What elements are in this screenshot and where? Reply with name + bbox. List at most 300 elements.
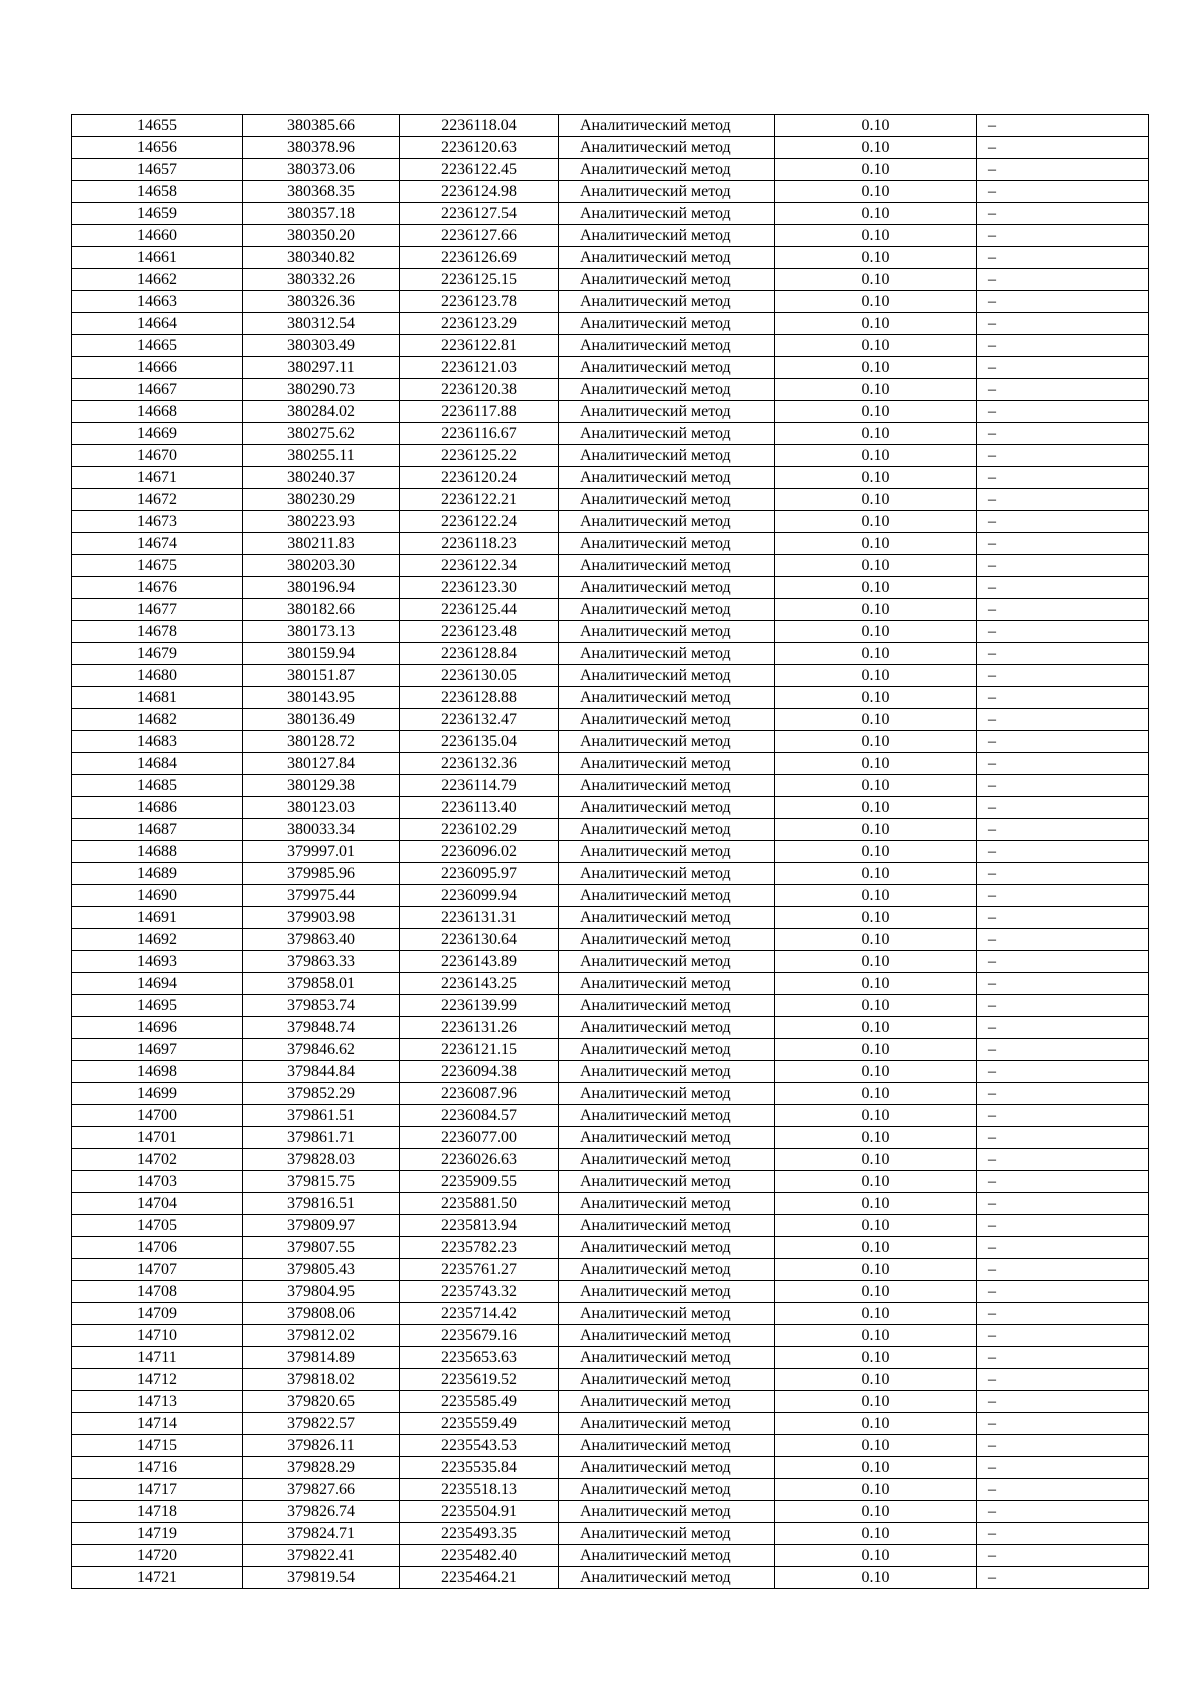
- cell-coordinate-y: 2236102.29: [400, 819, 559, 841]
- cell-coordinate-x: 380303.49: [243, 335, 400, 357]
- cell-point-number: 14695: [72, 995, 243, 1017]
- cell-note: –: [977, 1281, 1149, 1303]
- cell-point-number: 14676: [72, 577, 243, 599]
- document-page: [71, 114, 1148, 1589]
- table-row: [72, 1413, 1149, 1435]
- cell-coordinate-y: 2235504.91: [400, 1501, 559, 1523]
- cell-point-number: 14671: [72, 467, 243, 489]
- cell-point-number: 14720: [72, 1545, 243, 1567]
- cell-point-number: 14689: [72, 863, 243, 885]
- cell-point-number: 14664: [72, 313, 243, 335]
- cell-coordinate-y: 2236125.44: [400, 599, 559, 621]
- cell-accuracy: 0.10: [775, 753, 977, 775]
- cell-coordinate-y: 2236123.48: [400, 621, 559, 643]
- cell-note: –: [977, 401, 1149, 423]
- table-row: [72, 1303, 1149, 1325]
- cell-point-number: 14678: [72, 621, 243, 643]
- cell-accuracy: 0.10: [775, 401, 977, 423]
- cell-accuracy: 0.10: [775, 1501, 977, 1523]
- cell-coordinate-x: 380173.13: [243, 621, 400, 643]
- cell-accuracy: 0.10: [775, 291, 977, 313]
- cell-coordinate-x: 380136.49: [243, 709, 400, 731]
- cell-point-number: 14666: [72, 357, 243, 379]
- cell-coordinate-x: 379853.74: [243, 995, 400, 1017]
- cell-method: Аналитический метод: [559, 533, 775, 555]
- cell-note: –: [977, 533, 1149, 555]
- cell-point-number: 14692: [72, 929, 243, 951]
- table-row: [72, 1545, 1149, 1567]
- table-row: [72, 1325, 1149, 1347]
- table-row: [72, 973, 1149, 995]
- cell-point-number: 14675: [72, 555, 243, 577]
- cell-point-number: 14661: [72, 247, 243, 269]
- cell-method: Аналитический метод: [559, 555, 775, 577]
- cell-coordinate-x: 380123.03: [243, 797, 400, 819]
- cell-accuracy: 0.10: [775, 1413, 977, 1435]
- cell-method: Аналитический метод: [559, 995, 775, 1017]
- cell-coordinate-y: 2236143.89: [400, 951, 559, 973]
- cell-note: –: [977, 1237, 1149, 1259]
- cell-note: –: [977, 1127, 1149, 1149]
- cell-coordinate-y: 2235585.49: [400, 1391, 559, 1413]
- cell-coordinate-x: 379858.01: [243, 973, 400, 995]
- table-row: [72, 1105, 1149, 1127]
- cell-coordinate-x: 380312.54: [243, 313, 400, 335]
- cell-accuracy: 0.10: [775, 1391, 977, 1413]
- cell-note: –: [977, 511, 1149, 533]
- cell-point-number: 14702: [72, 1149, 243, 1171]
- cell-method: Аналитический метод: [559, 313, 775, 335]
- cell-method: Аналитический метод: [559, 797, 775, 819]
- cell-method: Аналитический метод: [559, 907, 775, 929]
- cell-point-number: 14655: [72, 115, 243, 137]
- table-row: [72, 577, 1149, 599]
- cell-coordinate-y: 2235813.94: [400, 1215, 559, 1237]
- cell-method: Аналитический метод: [559, 841, 775, 863]
- table-row: [72, 335, 1149, 357]
- cell-point-number: 14690: [72, 885, 243, 907]
- cell-accuracy: 0.10: [775, 115, 977, 137]
- cell-point-number: 14721: [72, 1567, 243, 1589]
- cell-note: –: [977, 1303, 1149, 1325]
- cell-coordinate-x: 380203.30: [243, 555, 400, 577]
- cell-coordinate-x: 379861.51: [243, 1105, 400, 1127]
- cell-point-number: 14677: [72, 599, 243, 621]
- cell-accuracy: 0.10: [775, 467, 977, 489]
- cell-method: Аналитический метод: [559, 643, 775, 665]
- cell-method: Аналитический метод: [559, 973, 775, 995]
- cell-method: Аналитический метод: [559, 621, 775, 643]
- cell-point-number: 14706: [72, 1237, 243, 1259]
- cell-method: Аналитический метод: [559, 687, 775, 709]
- cell-method: Аналитический метод: [559, 335, 775, 357]
- cell-accuracy: 0.10: [775, 203, 977, 225]
- cell-coordinate-y: 2235493.35: [400, 1523, 559, 1545]
- cell-coordinate-y: 2235559.49: [400, 1413, 559, 1435]
- cell-note: –: [977, 621, 1149, 643]
- cell-note: –: [977, 995, 1149, 1017]
- cell-coordinate-y: 2235909.55: [400, 1171, 559, 1193]
- cell-accuracy: 0.10: [775, 841, 977, 863]
- table-row: [72, 357, 1149, 379]
- table-row: [72, 379, 1149, 401]
- cell-note: –: [977, 467, 1149, 489]
- cell-accuracy: 0.10: [775, 973, 977, 995]
- cell-coordinate-y: 2236127.66: [400, 225, 559, 247]
- cell-note: –: [977, 313, 1149, 335]
- cell-method: Аналитический метод: [559, 1545, 775, 1567]
- cell-accuracy: 0.10: [775, 819, 977, 841]
- cell-accuracy: 0.10: [775, 863, 977, 885]
- cell-method: Аналитический метод: [559, 379, 775, 401]
- cell-point-number: 14674: [72, 533, 243, 555]
- cell-coordinate-y: 2236087.96: [400, 1083, 559, 1105]
- table-row: [72, 423, 1149, 445]
- cell-accuracy: 0.10: [775, 599, 977, 621]
- cell-point-number: 14699: [72, 1083, 243, 1105]
- cell-note: –: [977, 951, 1149, 973]
- cell-coordinate-y: 2236126.69: [400, 247, 559, 269]
- cell-method: Аналитический метод: [559, 489, 775, 511]
- cell-coordinate-x: 380297.11: [243, 357, 400, 379]
- cell-coordinate-y: 2236131.31: [400, 907, 559, 929]
- cell-coordinate-x: 379852.29: [243, 1083, 400, 1105]
- cell-note: –: [977, 907, 1149, 929]
- cell-coordinate-y: 2236084.57: [400, 1105, 559, 1127]
- cell-coordinate-x: 379846.62: [243, 1039, 400, 1061]
- cell-note: –: [977, 489, 1149, 511]
- cell-coordinate-x: 380385.66: [243, 115, 400, 137]
- cell-method: Аналитический метод: [559, 1501, 775, 1523]
- table-row: [72, 445, 1149, 467]
- cell-coordinate-y: 2236122.81: [400, 335, 559, 357]
- cell-coordinate-x: 379863.33: [243, 951, 400, 973]
- cell-coordinate-y: 2236135.04: [400, 731, 559, 753]
- cell-method: Аналитический метод: [559, 1259, 775, 1281]
- cell-note: –: [977, 643, 1149, 665]
- cell-note: –: [977, 885, 1149, 907]
- cell-coordinate-y: 2236128.84: [400, 643, 559, 665]
- cell-accuracy: 0.10: [775, 885, 977, 907]
- cell-coordinate-x: 379822.57: [243, 1413, 400, 1435]
- cell-accuracy: 0.10: [775, 731, 977, 753]
- cell-coordinate-x: 379812.02: [243, 1325, 400, 1347]
- cell-accuracy: 0.10: [775, 1017, 977, 1039]
- cell-method: Аналитический метод: [559, 1281, 775, 1303]
- cell-accuracy: 0.10: [775, 1039, 977, 1061]
- cell-point-number: 14665: [72, 335, 243, 357]
- cell-coordinate-y: 2236125.15: [400, 269, 559, 291]
- cell-coordinate-y: 2236139.99: [400, 995, 559, 1017]
- cell-point-number: 14683: [72, 731, 243, 753]
- cell-coordinate-y: 2235743.32: [400, 1281, 559, 1303]
- cell-coordinate-x: 379816.51: [243, 1193, 400, 1215]
- table-row: [72, 1567, 1149, 1589]
- table-row: [72, 819, 1149, 841]
- cell-note: –: [977, 1171, 1149, 1193]
- table-row: [72, 951, 1149, 973]
- cell-method: Аналитический метод: [559, 1479, 775, 1501]
- cell-method: Аналитический метод: [559, 1303, 775, 1325]
- cell-note: –: [977, 687, 1149, 709]
- cell-coordinate-x: 380129.38: [243, 775, 400, 797]
- cell-coordinate-y: 2235761.27: [400, 1259, 559, 1281]
- cell-point-number: 14701: [72, 1127, 243, 1149]
- cell-coordinate-y: 2236122.34: [400, 555, 559, 577]
- cell-point-number: 14679: [72, 643, 243, 665]
- table-row: [72, 731, 1149, 753]
- cell-accuracy: 0.10: [775, 1259, 977, 1281]
- cell-method: Аналитический метод: [559, 1039, 775, 1061]
- cell-point-number: 14686: [72, 797, 243, 819]
- cell-accuracy: 0.10: [775, 797, 977, 819]
- cell-coordinate-x: 379807.55: [243, 1237, 400, 1259]
- cell-accuracy: 0.10: [775, 225, 977, 247]
- cell-method: Аналитический метод: [559, 1391, 775, 1413]
- cell-method: Аналитический метод: [559, 665, 775, 687]
- cell-point-number: 14685: [72, 775, 243, 797]
- cell-accuracy: 0.10: [775, 643, 977, 665]
- cell-accuracy: 0.10: [775, 489, 977, 511]
- cell-accuracy: 0.10: [775, 357, 977, 379]
- cell-coordinate-y: 2235464.21: [400, 1567, 559, 1589]
- cell-coordinate-x: 379997.01: [243, 841, 400, 863]
- cell-coordinate-x: 379863.40: [243, 929, 400, 951]
- cell-accuracy: 0.10: [775, 951, 977, 973]
- cell-coordinate-y: 2236026.63: [400, 1149, 559, 1171]
- cell-point-number: 14710: [72, 1325, 243, 1347]
- cell-note: –: [977, 753, 1149, 775]
- table-row: [72, 511, 1149, 533]
- cell-point-number: 14703: [72, 1171, 243, 1193]
- cell-coordinate-x: 380182.66: [243, 599, 400, 621]
- cell-accuracy: 0.10: [775, 709, 977, 731]
- table-row: [72, 643, 1149, 665]
- cell-coordinate-x: 379827.66: [243, 1479, 400, 1501]
- cell-point-number: 14672: [72, 489, 243, 511]
- cell-accuracy: 0.10: [775, 181, 977, 203]
- cell-method: Аналитический метод: [559, 863, 775, 885]
- table-row: [72, 665, 1149, 687]
- cell-note: –: [977, 269, 1149, 291]
- cell-coordinate-y: 2235619.52: [400, 1369, 559, 1391]
- cell-point-number: 14709: [72, 1303, 243, 1325]
- cell-coordinate-y: 2235782.23: [400, 1237, 559, 1259]
- cell-coordinate-y: 2236117.88: [400, 401, 559, 423]
- cell-coordinate-x: 379826.11: [243, 1435, 400, 1457]
- cell-note: –: [977, 1061, 1149, 1083]
- table-row: [72, 1237, 1149, 1259]
- table-row: [72, 533, 1149, 555]
- cell-coordinate-x: 380340.82: [243, 247, 400, 269]
- cell-coordinate-y: 2235518.13: [400, 1479, 559, 1501]
- cell-accuracy: 0.10: [775, 577, 977, 599]
- cell-point-number: 14694: [72, 973, 243, 995]
- cell-coordinate-y: 2235881.50: [400, 1193, 559, 1215]
- cell-coordinate-x: 379814.89: [243, 1347, 400, 1369]
- cell-coordinate-x: 379820.65: [243, 1391, 400, 1413]
- cell-accuracy: 0.10: [775, 1457, 977, 1479]
- cell-method: Аналитический метод: [559, 1567, 775, 1589]
- cell-coordinate-y: 2236122.45: [400, 159, 559, 181]
- cell-method: Аналитический метод: [559, 819, 775, 841]
- cell-point-number: 14670: [72, 445, 243, 467]
- cell-point-number: 14712: [72, 1369, 243, 1391]
- cell-note: –: [977, 1501, 1149, 1523]
- cell-coordinate-y: 2236116.67: [400, 423, 559, 445]
- cell-point-number: 14659: [72, 203, 243, 225]
- cell-accuracy: 0.10: [775, 929, 977, 951]
- cell-coordinate-x: 380326.36: [243, 291, 400, 313]
- cell-point-number: 14708: [72, 1281, 243, 1303]
- table-row: [72, 775, 1149, 797]
- cell-coordinate-x: 380378.96: [243, 137, 400, 159]
- cell-point-number: 14691: [72, 907, 243, 929]
- cell-method: Аналитический метод: [559, 1061, 775, 1083]
- cell-point-number: 14682: [72, 709, 243, 731]
- cell-coordinate-x: 379861.71: [243, 1127, 400, 1149]
- cell-coordinate-y: 2236123.30: [400, 577, 559, 599]
- cell-note: –: [977, 863, 1149, 885]
- cell-accuracy: 0.10: [775, 995, 977, 1017]
- cell-coordinate-y: 2235482.40: [400, 1545, 559, 1567]
- cell-note: –: [977, 841, 1149, 863]
- cell-coordinate-y: 2236143.25: [400, 973, 559, 995]
- cell-point-number: 14656: [72, 137, 243, 159]
- cell-method: Аналитический метод: [559, 1105, 775, 1127]
- cell-accuracy: 0.10: [775, 1369, 977, 1391]
- cell-accuracy: 0.10: [775, 1303, 977, 1325]
- cell-coordinate-x: 379808.06: [243, 1303, 400, 1325]
- cell-coordinate-x: 379809.97: [243, 1215, 400, 1237]
- cell-note: –: [977, 225, 1149, 247]
- cell-coordinate-x: 379819.54: [243, 1567, 400, 1589]
- cell-accuracy: 0.10: [775, 665, 977, 687]
- cell-coordinate-y: 2235714.42: [400, 1303, 559, 1325]
- table-row: [72, 203, 1149, 225]
- table-row: [72, 599, 1149, 621]
- cell-method: Аналитический метод: [559, 357, 775, 379]
- cell-point-number: 14713: [72, 1391, 243, 1413]
- cell-method: Аналитический метод: [559, 885, 775, 907]
- cell-accuracy: 0.10: [775, 1479, 977, 1501]
- table-row: [72, 1501, 1149, 1523]
- table-row: [72, 247, 1149, 269]
- cell-coordinate-y: 2236120.63: [400, 137, 559, 159]
- cell-coordinate-y: 2236120.24: [400, 467, 559, 489]
- cell-coordinate-x: 380033.34: [243, 819, 400, 841]
- cell-point-number: 14715: [72, 1435, 243, 1457]
- table-row: [72, 687, 1149, 709]
- cell-point-number: 14667: [72, 379, 243, 401]
- cell-coordinate-y: 2236122.24: [400, 511, 559, 533]
- cell-note: –: [977, 577, 1149, 599]
- cell-point-number: 14717: [72, 1479, 243, 1501]
- cell-method: Аналитический метод: [559, 1237, 775, 1259]
- table-row: [72, 1149, 1149, 1171]
- cell-method: Аналитический метод: [559, 1413, 775, 1435]
- cell-coordinate-x: 379975.44: [243, 885, 400, 907]
- cell-coordinate-x: 380211.83: [243, 533, 400, 555]
- cell-point-number: 14668: [72, 401, 243, 423]
- table-row: [72, 137, 1149, 159]
- cell-coordinate-x: 380159.94: [243, 643, 400, 665]
- table-row: [72, 1435, 1149, 1457]
- cell-note: –: [977, 973, 1149, 995]
- cell-method: Аналитический метод: [559, 269, 775, 291]
- cell-coordinate-x: 379824.71: [243, 1523, 400, 1545]
- cell-coordinate-x: 380284.02: [243, 401, 400, 423]
- cell-coordinate-x: 379804.95: [243, 1281, 400, 1303]
- cell-coordinate-x: 379818.02: [243, 1369, 400, 1391]
- coordinates-table: [71, 114, 1149, 1589]
- table-row: [72, 841, 1149, 863]
- cell-note: –: [977, 1193, 1149, 1215]
- cell-accuracy: 0.10: [775, 1171, 977, 1193]
- table-row: [72, 555, 1149, 577]
- cell-point-number: 14698: [72, 1061, 243, 1083]
- cell-method: Аналитический метод: [559, 291, 775, 313]
- cell-point-number: 14662: [72, 269, 243, 291]
- table-row: [72, 1369, 1149, 1391]
- cell-note: –: [977, 1545, 1149, 1567]
- cell-coordinate-x: 380128.72: [243, 731, 400, 753]
- cell-coordinate-y: 2236123.78: [400, 291, 559, 313]
- cell-coordinate-x: 380240.37: [243, 467, 400, 489]
- cell-coordinate-x: 380255.11: [243, 445, 400, 467]
- cell-method: Аналитический метод: [559, 599, 775, 621]
- cell-accuracy: 0.10: [775, 445, 977, 467]
- cell-method: Аналитический метод: [559, 137, 775, 159]
- cell-coordinate-y: 2236121.15: [400, 1039, 559, 1061]
- cell-note: –: [977, 357, 1149, 379]
- cell-method: Аналитический метод: [559, 203, 775, 225]
- cell-method: Аналитический метод: [559, 225, 775, 247]
- cell-accuracy: 0.10: [775, 533, 977, 555]
- table-row: [72, 1347, 1149, 1369]
- table-row: [72, 1017, 1149, 1039]
- cell-accuracy: 0.10: [775, 1523, 977, 1545]
- cell-accuracy: 0.10: [775, 1435, 977, 1457]
- cell-note: –: [977, 445, 1149, 467]
- cell-coordinate-x: 380275.62: [243, 423, 400, 445]
- cell-point-number: 14673: [72, 511, 243, 533]
- cell-point-number: 14660: [72, 225, 243, 247]
- cell-coordinate-y: 2236123.29: [400, 313, 559, 335]
- table-row: [72, 1127, 1149, 1149]
- cell-coordinate-y: 2236118.04: [400, 115, 559, 137]
- cell-coordinate-y: 2236128.88: [400, 687, 559, 709]
- cell-coordinate-x: 379903.98: [243, 907, 400, 929]
- cell-accuracy: 0.10: [775, 511, 977, 533]
- cell-coordinate-x: 380290.73: [243, 379, 400, 401]
- cell-coordinate-y: 2236122.21: [400, 489, 559, 511]
- cell-note: –: [977, 555, 1149, 577]
- cell-coordinate-y: 2236095.97: [400, 863, 559, 885]
- cell-note: –: [977, 1083, 1149, 1105]
- table-row: [72, 995, 1149, 1017]
- table-row: [72, 225, 1149, 247]
- table-row: [72, 269, 1149, 291]
- cell-method: Аналитический метод: [559, 775, 775, 797]
- table-row: [72, 907, 1149, 929]
- cell-point-number: 14704: [72, 1193, 243, 1215]
- table-row: [72, 181, 1149, 203]
- cell-method: Аналитический метод: [559, 951, 775, 973]
- cell-coordinate-x: 379828.29: [243, 1457, 400, 1479]
- cell-note: –: [977, 1369, 1149, 1391]
- cell-note: –: [977, 181, 1149, 203]
